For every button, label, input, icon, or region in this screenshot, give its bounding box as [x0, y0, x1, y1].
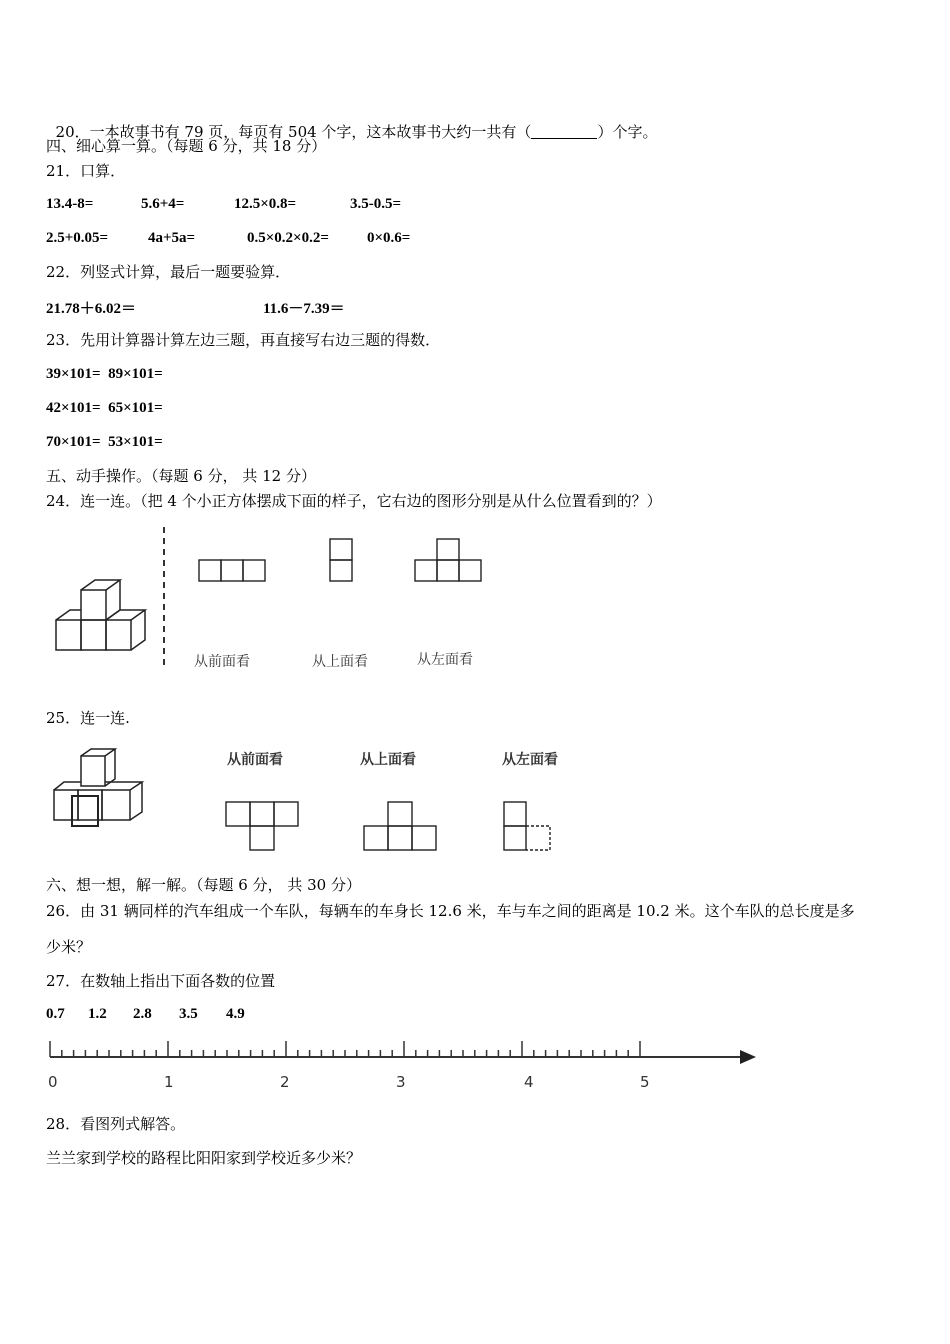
q24-cube-stack: [56, 580, 145, 650]
q27-numbers: 0.7 1.2 2.8 3.5 4.9: [46, 1006, 245, 1022]
q25-view-left: [504, 802, 550, 850]
q25-caption-top: 从上面看: [360, 752, 416, 768]
q25-figure: [46, 744, 566, 859]
q22-items: 21.78＋6.02＝ 11.6－7.39＝: [46, 301, 345, 317]
q22-title: 22．列竖式计算，最后一题要验算．: [46, 263, 291, 281]
q21-title: 21．口算．: [46, 162, 126, 180]
q28-title: 28．看图列式解答。: [46, 1115, 186, 1133]
q25-cube-stack: [54, 749, 142, 826]
q25-caption-front: 从前面看: [227, 752, 283, 768]
axis-label-0: 0: [48, 1073, 58, 1091]
q26-line-2: 少米？: [46, 938, 92, 956]
q24-view-front: [199, 560, 265, 581]
q24-view-left: [415, 539, 481, 581]
q25-title: 25．连一连.: [46, 709, 130, 727]
q25-view-top: [364, 802, 436, 850]
q24-title: 24．连一连。（把 4 个小正方体摆成下面的样子，它右边的图形分别是从什么位置看到的？）: [46, 492, 662, 510]
q27-title: 27．在数轴上指出下面各数的位置: [46, 972, 276, 990]
q25-caption-left: 从左面看: [502, 752, 558, 768]
q24-caption-front: 从前面看: [194, 654, 250, 670]
axis-label-2: 2: [280, 1073, 290, 1091]
q24-caption-top: 从上面看: [312, 654, 368, 670]
number-line: [40, 1036, 770, 1096]
q24-caption-left: 从左面看: [417, 652, 473, 668]
section-4-heading: 四、细心算一算。（每题 6 分，共 18 分）: [46, 137, 327, 155]
q23-title: 23．先用计算器计算左边三题，再直接写右边三题的得数．: [46, 331, 441, 349]
q21-row-1: 13.4-8= 5.6+4= 12.5×0.8= 3.5-0.5=: [46, 196, 402, 212]
axis-label-5: 5: [640, 1073, 650, 1091]
q28-question: 兰兰家到学校的路程比阳阳家到学校近多少米？: [46, 1149, 362, 1167]
q23-row-1: 39×101= 89×101=: [46, 366, 163, 382]
q23-row-2: 42×101= 65×101=: [46, 400, 163, 416]
axis-label-1: 1: [164, 1073, 174, 1091]
section-6-heading: 六、想一想，解一解。（每题 6 分， 共 30 分）: [46, 876, 361, 894]
section-5-heading: 五、动手操作。（每题 6 分， 共 12 分）: [46, 467, 316, 485]
q21-row-2: 2.5+0.05= 4a+5a= 0.5×0.2×0.2= 0×0.6=: [46, 230, 411, 246]
answer-blank[interactable]: [531, 124, 597, 139]
q23-row-3: 70×101= 53×101=: [46, 434, 163, 450]
q26-line-1: 26．由 31 辆同样的汽车组成一个车队，每辆车的车身长 12.6 米，车与车之间的距离是 10.2 米。这个车队的总长度是多: [46, 902, 855, 920]
q20: 20．一本故事书有 79 页，每页有 504 个字，这本故事书大约一共有（ ）个字。: [55, 123, 658, 141]
axis-label-4: 4: [524, 1073, 534, 1091]
axis-arrow-icon: [740, 1050, 756, 1064]
axis-label-3: 3: [396, 1073, 406, 1091]
q25-view-front: [226, 802, 298, 850]
q24-view-top: [330, 539, 352, 581]
